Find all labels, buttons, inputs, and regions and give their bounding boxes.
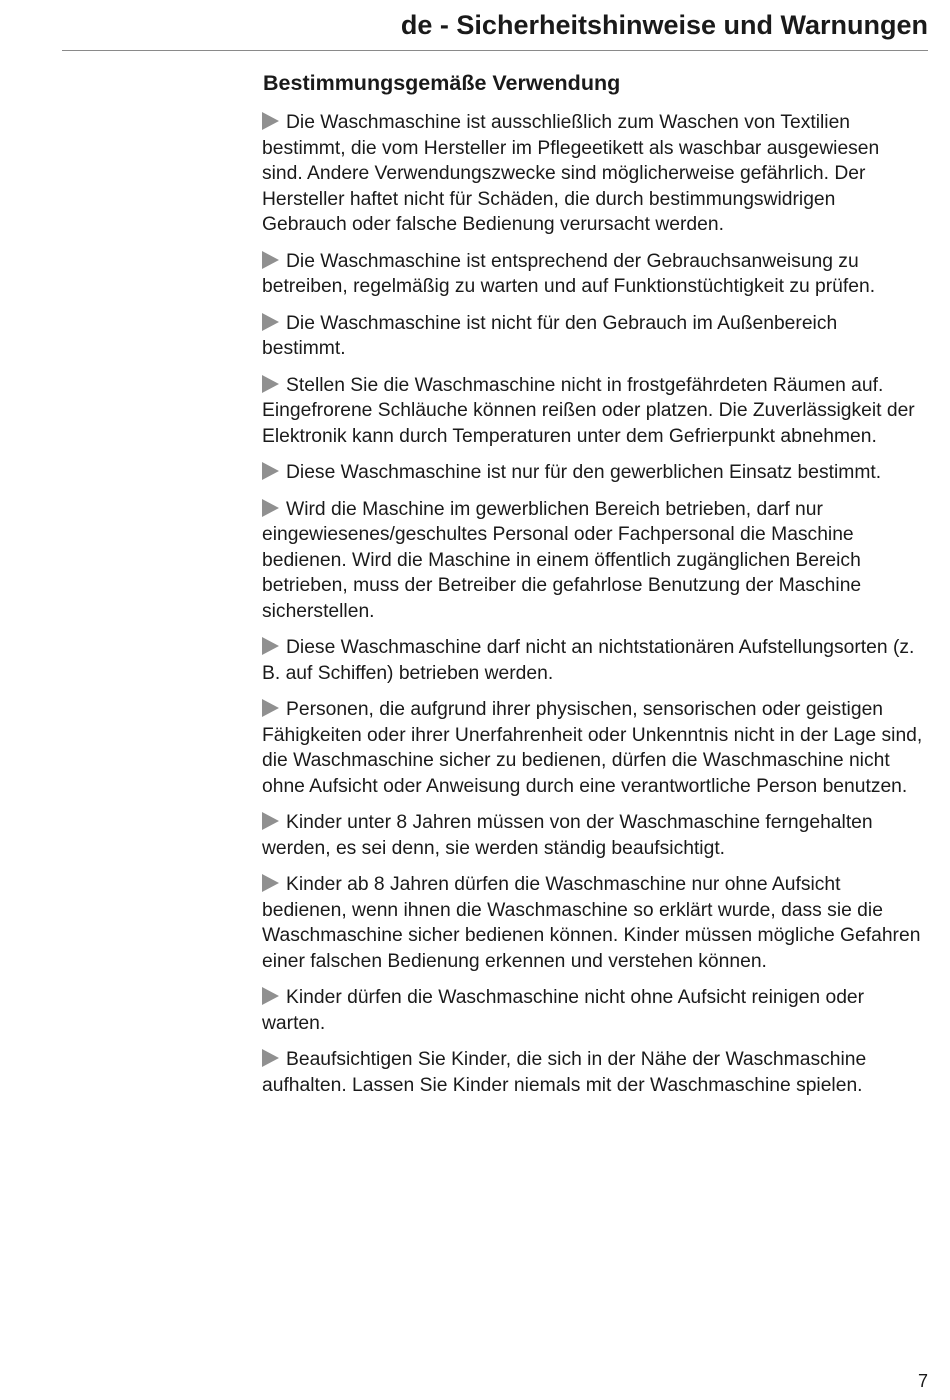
- triangle-right-icon: [262, 699, 279, 717]
- list-item-text: Die Waschmaschine ist entsprechend der Gebrauchsanweisung zu betreiben, regelmäßig zu warten und auf Funktionstüchtigkeit zu prüfen.: [262, 250, 876, 297]
- list-item-text: Kinder dürfen die Waschmaschine nicht ohne Aufsicht reinigen oder warten.: [262, 987, 865, 1034]
- list-item: [262, 635, 924, 686]
- list-item-text: Kinder ab 8 Jahren dürfen die Waschmaschine nur ohne Aufsicht bedienen, wenn ihnen die Waschmaschine so erklärt wurde, dass sie die Waschmaschine sicher bedienen können. Kinder müssen mögliche Gefahren einer falschen Bedienung erkennen und verstehen können.: [262, 874, 921, 972]
- main-content: [262, 68, 924, 1109]
- triangle-right-icon: [262, 637, 279, 655]
- triangle-right-icon: [262, 462, 279, 480]
- triangle-right-icon: [262, 874, 279, 892]
- triangle-right-icon: [262, 313, 279, 331]
- list-item: [262, 810, 924, 861]
- list-item-text: Wird die Maschine im gewerblichen Bereich betrieben, darf nur eingewiesenes/geschultes Personal oder Fachpersonal die Maschine bedienen. Wird die Maschine in einem öffentlich zugänglichen Bereich betrieben, muss der Betreiber die gefahrlose Benutzung der Maschine sicherstellen.: [262, 498, 862, 622]
- list-item: [262, 311, 924, 362]
- triangle-right-icon: [262, 375, 279, 393]
- triangle-right-icon: [262, 1049, 279, 1067]
- list-item: [262, 460, 924, 486]
- list-item: [262, 1047, 924, 1098]
- list-item-text: Diese Waschmaschine ist nur für den gewerblichen Einsatz bestimmt.: [286, 462, 882, 483]
- list-item-text: Diese Waschmaschine darf nicht an nichtstationären Aufstellungsorten (z. B. auf Schiffen) betrieben werden.: [262, 637, 915, 684]
- list-item-text: Kinder unter 8 Jahren müssen von der Waschmaschine ferngehalten werden, es sei denn, sie werden ständig beaufsichtigt.: [262, 812, 873, 859]
- list-item: [262, 985, 924, 1036]
- triangle-right-icon: [262, 499, 279, 517]
- section-title: Bestimmungsgemäße Verwendung: [263, 71, 621, 95]
- page-header-title: de - Sicherheitshinweise und Warnungen: [400, 10, 928, 40]
- list-item-text: Personen, die aufgrund ihrer physischen, sensorischen oder geistigen Fähigkeiten oder ihrer Unerfahrenheit oder Unkenntnis nicht in der Lage sind, die Waschmaschine sicher zu bedienen, dürfen die Waschmaschine nicht ohne Aufsicht oder Anweisung durch eine verantwortliche Person benutzen.: [262, 699, 923, 797]
- list-item-text: Die Waschmaschine ist ausschließlich zum Waschen von Textilien bestimmt, die vom Hersteller im Pflegeetikett als waschbar ausgewiesen sind. Andere Verwendungszwecke sind möglicherweise gefährlich. Der Hersteller haftet nicht für Schäden, die durch bestimmungswidrigen Gebrauch oder falsche Bedienung verursacht werden.: [262, 112, 880, 235]
- triangle-right-icon: [262, 112, 279, 130]
- triangle-right-icon: [262, 251, 279, 269]
- list-item-text: Stellen Sie die Waschmaschine nicht in frostgefährdeten Räumen auf. Eingefrorene Schläuche können reißen oder platzen. Die Zuverlässigkeit der Elektronik kann durch Temperaturen unter dem Gefrierpunkt abnehmen.: [262, 374, 915, 447]
- triangle-right-icon: [262, 987, 279, 1005]
- header-divider: [62, 50, 928, 51]
- list-item: [262, 249, 924, 300]
- list-item-text: Beaufsichtigen Sie Kinder, die sich in der Nähe der Waschmaschine aufhalten. Lassen Sie Kinder niemals mit der Waschmaschine spielen.: [262, 1049, 867, 1096]
- list-item: [262, 110, 924, 238]
- page-number: 7: [917, 1371, 928, 1391]
- list-item: [262, 697, 924, 799]
- list-item-text: Die Waschmaschine ist nicht für den Gebrauch im Außenbereich bestimmt.: [262, 312, 838, 359]
- triangle-right-icon: [262, 812, 279, 830]
- list-item: [262, 373, 924, 450]
- list-item: [262, 872, 924, 974]
- list-item: [262, 497, 924, 625]
